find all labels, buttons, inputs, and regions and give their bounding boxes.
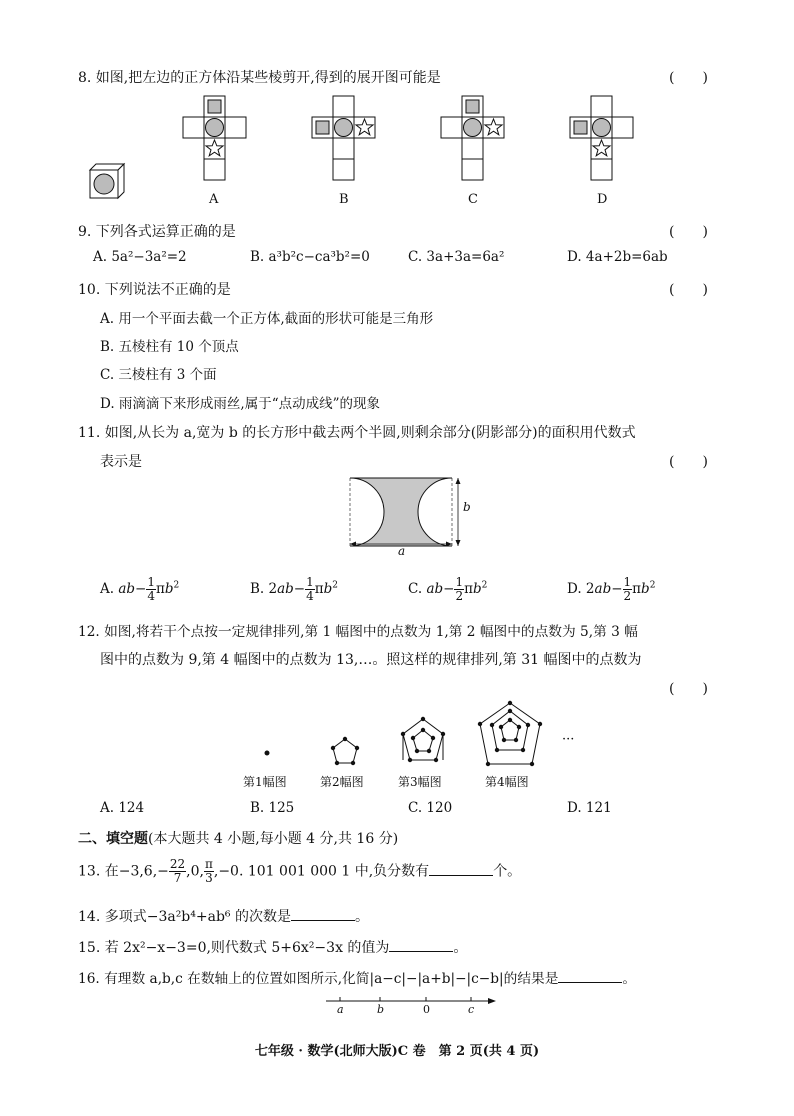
section-2-heading <box>78 828 398 848</box>
q12-stem-line2: 图中的点数为 9,第 4 幅图中的点数为 13,…。照这样的规律排列,第 31 幅图中的点数为 <box>100 652 642 668</box>
net-option-b <box>312 96 376 192</box>
q9-option-b: B. a³b²c−ca³b²=0 <box>250 249 370 265</box>
axis-label-c: c <box>468 1003 475 1016</box>
q12-option-c: C. 120 <box>408 800 453 816</box>
dot-figure-caption-2: 第2幅图 <box>320 775 364 789</box>
net-option-d <box>570 96 634 192</box>
q11-option-a: A. ab− $\frac{1}{4}$ $\pi b^2$ <box>100 575 180 603</box>
q10-option-b: B. 五棱柱有 10 个顶点 <box>100 339 239 355</box>
q11-stem-line2: 表示是 <box>100 454 142 470</box>
label-b: b <box>463 500 471 514</box>
q11-answer-paren: ( ) <box>669 454 708 470</box>
section-2-title: 二、填空题 <box>78 831 148 847</box>
dot-figure-ellipsis: ··· <box>562 732 575 747</box>
net-label-b: B <box>339 192 349 207</box>
q11-option-c: C. ab− $\frac{1}{2}$ $\pi b^2$ <box>408 575 488 603</box>
q9-option-a: A. 5a²−3a²=2 <box>93 249 187 265</box>
q14-answer-blank[interactable] <box>291 908 355 921</box>
q10-stem: 10. 下列说法不正确的是 <box>78 282 231 298</box>
q12-stem-line1: 12. 如图,将若干个点按一定规律排列,第 1 幅图中的点数为 1,第 2 幅图中的点数为 5,第 3 幅 <box>78 624 638 640</box>
net-label-c: C <box>468 192 478 207</box>
axis-label-b: b <box>377 1003 385 1016</box>
cube-figure <box>88 162 128 198</box>
q16-answer-blank[interactable] <box>558 970 622 983</box>
q11-option-d: D. 2ab− $\frac{1}{2}$ $\pi b^2$ <box>567 575 656 603</box>
q12-answer-paren: ( ) <box>669 681 708 697</box>
section-2-desc: (本大题共 4 小题,每小题 4 分,共 16 分) <box>148 831 399 847</box>
dot-figure-caption-3: 第3幅图 <box>398 775 442 789</box>
q12-option-d: D. 121 <box>567 800 612 816</box>
dot-figure-4 <box>473 700 547 770</box>
net-label-a: A <box>209 192 219 207</box>
q9-option-c: C. 3a+3a=6a² <box>408 249 505 265</box>
q10-option-a: A. 用一个平面去截一个正方体,截面的形状可能是三角形 <box>100 311 434 327</box>
rectangle-semicircles-figure <box>345 474 475 564</box>
dot-figure-1 <box>260 746 274 760</box>
dot-figure-caption-4: 第4幅图 <box>485 775 529 789</box>
label-a: a <box>398 544 406 558</box>
q8-stem: 8. 如图,把左边的正方体沿某些棱剪开,得到的展开图可能是 <box>78 70 441 86</box>
q9-answer-paren: ( ) <box>669 224 708 240</box>
q11-option-b: B. 2ab− $\frac{1}{4}$ $\pi b^2$ <box>250 575 339 603</box>
q9-stem: 9. 下列各式运算正确的是 <box>78 224 236 240</box>
q13-answer-blank[interactable] <box>429 863 493 876</box>
axis-label-zero: 0 <box>423 1003 430 1016</box>
q10-answer-paren: ( ) <box>669 282 708 298</box>
net-option-c <box>441 96 505 192</box>
page-footer: 七年级 · 数学(北师大版)C 卷 第 2 页(共 4 页) <box>254 1044 540 1059</box>
q14-stem: 14. 多项式−3a²b⁴+ab⁶ 的次数是 。 <box>78 909 369 925</box>
q13-stem: 13. 在−3,6,− $\frac{22}{7}$ ,0, $\frac{\pi}{3}$ ,−0. 101 001 000 1 中,负分数有 个。 <box>78 857 522 885</box>
q10-option-c: C. 三棱柱有 3 个面 <box>100 367 217 383</box>
net-option-a <box>183 96 247 192</box>
q11-stem-line1: 11. 如图,从长为 a,宽为 b 的长方形中截去两个半圆,则剩余部分(阴影部分)的面积用代数式 <box>78 425 636 441</box>
q12-option-b: B. 125 <box>250 800 295 816</box>
q10-option-d: D. 雨滴滴下来形成雨丝,属于“点动成线”的现象 <box>100 396 381 412</box>
q16-stem: 16. 有理数 a,b,c 在数轴上的位置如图所示,化简|a−c|−|a+b|−|c−b|的结果是 。 <box>78 971 637 987</box>
q8-answer-paren: ( ) <box>669 70 708 86</box>
q15-answer-blank[interactable] <box>389 939 453 952</box>
q15-stem: 15. 若 2x²−x−3=0,则代数式 5+6x²−3x 的值为 。 <box>78 940 468 956</box>
dot-figure-2 <box>327 734 363 770</box>
axis-label-a: a <box>337 1003 344 1016</box>
q9-option-d: D. 4a+2b=6ab <box>567 249 668 265</box>
q12-option-a: A. 124 <box>100 800 145 816</box>
dot-figure-caption-1: 第1幅图 <box>243 775 287 789</box>
dot-figure-3 <box>398 716 448 770</box>
net-label-d: D <box>597 192 608 207</box>
